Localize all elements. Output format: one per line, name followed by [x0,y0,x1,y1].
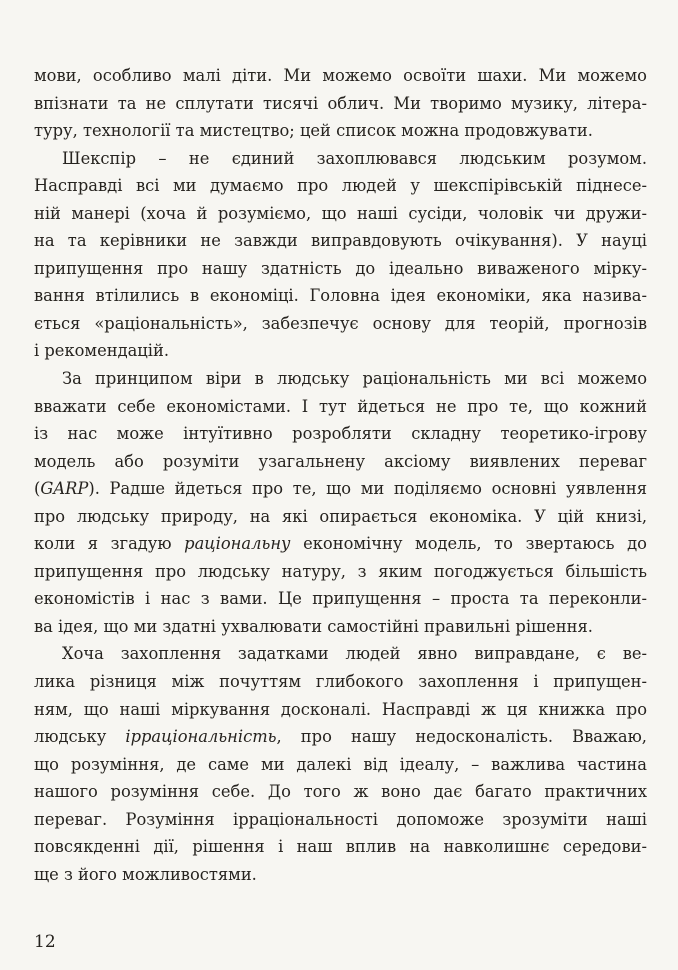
page-number: 12 [34,932,56,952]
text-segment: і рекомендацій. [34,341,170,361]
text-line [34,475,647,503]
text-segment: ням, що наші міркування досконалі. Насправді ж ця книжка про [34,699,647,719]
text-segment: впізнати та не сплутати тисячі облич. Ми творимо музику, літера- [34,93,647,113]
text-line [34,723,647,751]
text-segment: ній манері (хоча й розуміємо, що наші сусіди, чоловік чи дружи- [34,203,647,223]
text-line [34,282,647,310]
text-segment: людську [34,727,126,747]
text-segment: повсякденні дії, рішення і наш вплив на навколишнє середови- [34,837,647,857]
text-segment: Хоча захоплення задатками людей явно виправдане, є ве- [62,644,647,664]
text-segment: туру, технології та мистецтво; цей список можна продовжувати. [34,121,593,141]
text-line [34,145,647,173]
text-segment: нашого розуміння себе. До того ж воно дає багато практичних [34,782,647,802]
text-line [34,696,647,724]
text-line [34,420,647,448]
text-segment: що розуміння, де саме ми далекі від ідеалу, – важлива частина [34,754,647,774]
text-segment: Насправді всі ми думаємо про людей у шекспірівській піднесе- [34,176,647,196]
body-text [34,62,647,888]
text-segment: ( [34,479,41,499]
text-segment: із нас може інтуїтивно розробляти складну теоретико-ігрову [34,424,647,444]
text-line [34,668,647,696]
text-segment: припущення про людську натуру, з яким погоджується більшість [34,561,647,581]
text-line [34,833,647,861]
text-line [34,365,647,393]
italic-term: раціональну [184,534,291,554]
text-line [34,255,647,283]
text-line [34,227,647,255]
text-segment: , про нашу недосконалість. Вважаю, [276,727,647,747]
text-line [34,310,647,338]
text-segment: ва ідея, що ми здатні ухвалювати самостійні правильні рішення. [34,616,593,636]
text-line [34,337,647,365]
text-segment: вважати себе економістами. І тут йдеться не про те, що кожний [34,396,647,416]
text-segment: Шекспір – не єдиний захоплювався людським розумом. [62,148,647,168]
text-line [34,172,647,200]
text-line [34,558,647,586]
text-line [34,200,647,228]
text-segment: переваг. Розуміння ірраціональності допоможе зрозуміти наші [34,809,647,829]
text-line [34,861,647,889]
text-line [34,393,647,421]
text-segment: коли я згадую [34,534,185,554]
text-segment: економічну модель, то звертаюсь до [290,534,647,554]
text-segment: про людську природу, на які опирається економіка. У цій книзі, [34,506,647,526]
text-segment: економістів і нас з вами. Це припущення – проста та переконли- [34,589,647,609]
text-line [34,90,647,118]
text-segment: лика різниця між почуттям глибокого захоплення і припущен- [34,672,647,692]
text-line [34,806,647,834]
text-line [34,503,647,531]
italic-term: GARP [40,479,89,499]
italic-term: ірраціональність [125,727,277,747]
text-segment: припущення про нашу здатність до ідеально виваженого мірку- [34,258,647,278]
text-segment: ється «раціональність», забезпечує основу для теорій, прогнозів [34,313,647,333]
text-segment: мови, особливо малі діти. Ми можемо освоїти шахи. Ми можемо [34,66,647,85]
text-line [34,613,647,641]
text-segment: модель або розуміти узагальнену аксіому виявлених переваг [34,451,647,471]
text-segment: За принципом віри в людську раціональність ми всі можемо [62,369,647,389]
text-line [34,62,647,90]
text-segment: ще з його можливостями. [34,864,257,884]
text-segment: вання втілились в економіці. Головна ідея економіки, яка назива- [34,286,647,306]
text-line [34,448,647,476]
text-line [34,117,647,145]
text-line [34,530,647,558]
text-segment: на та керівники не завжди виправдовують очікування). У науці [34,231,647,251]
text-segment: ). Радше йдеться про те, що ми поділяємо основні уявлення [88,479,647,499]
text-line [34,751,647,779]
text-line [34,585,647,613]
text-line [34,778,647,806]
text-line [34,640,647,668]
